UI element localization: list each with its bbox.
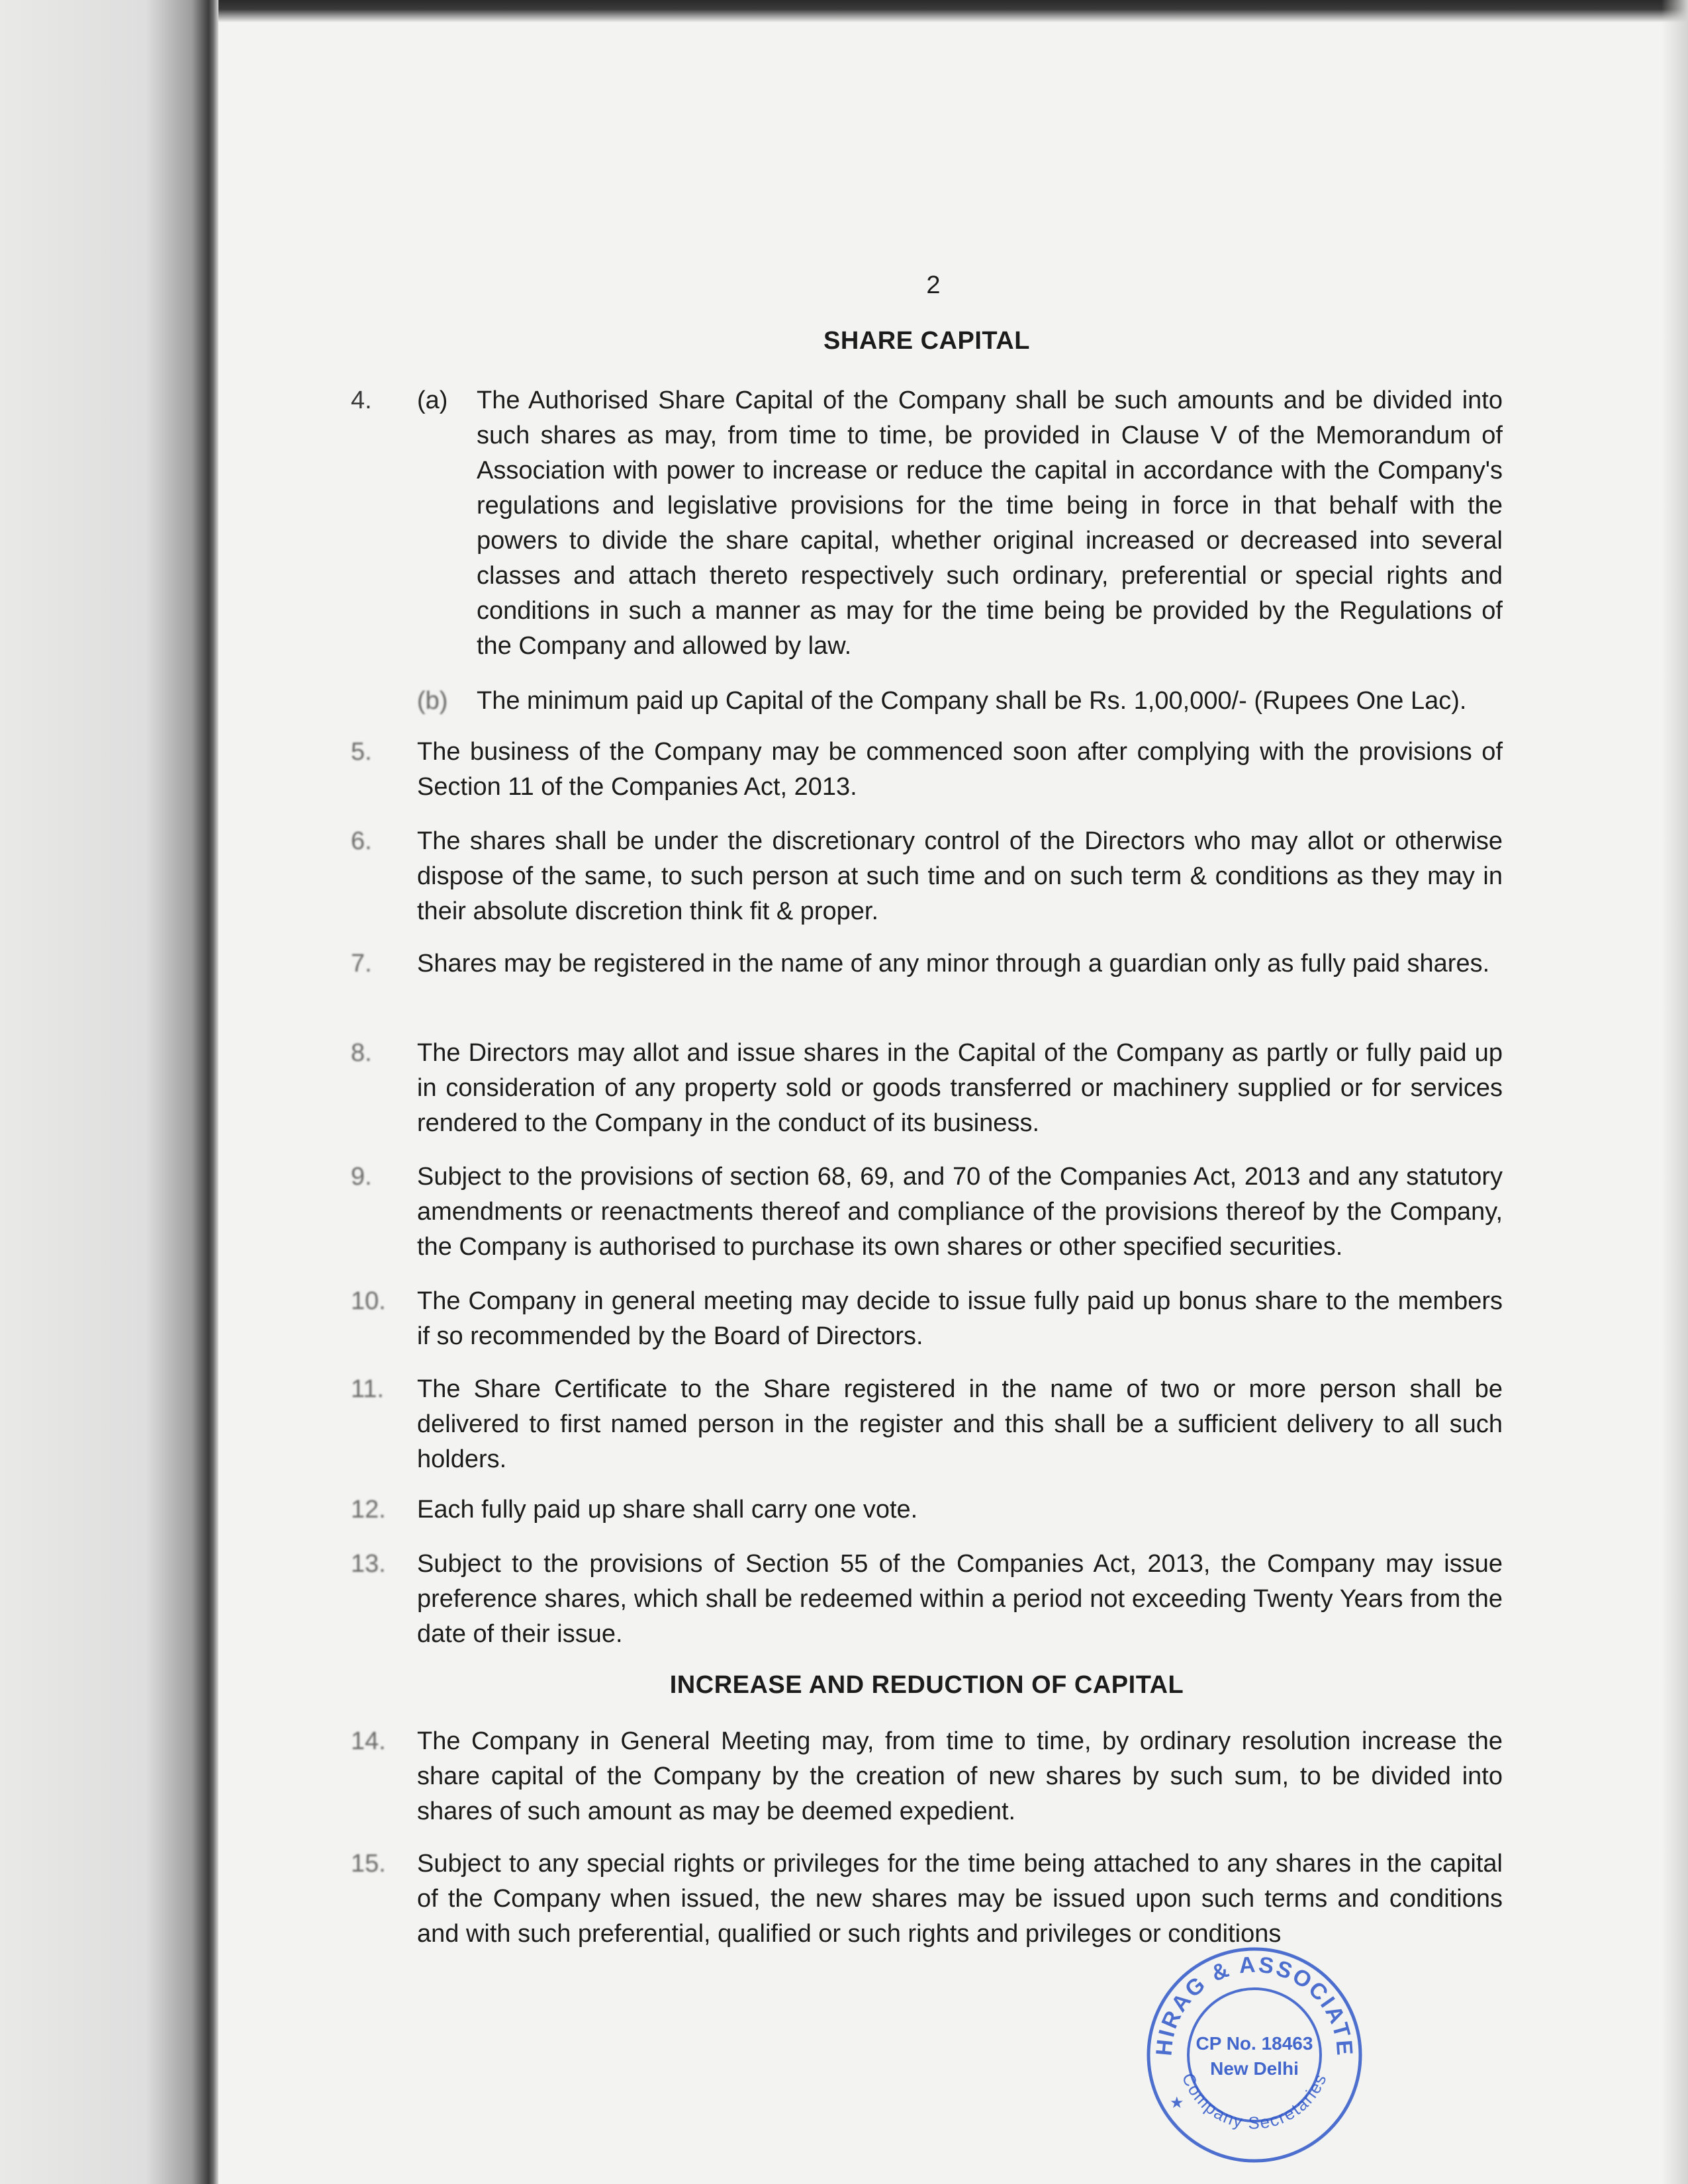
clause-text: Subject to the provisions of Section 55 of the Companies Act, 2013, the Company may issue preference shares, which shall be redeemed within a period not exceeding Twenty Years from the date of their issue.	[417, 1550, 1503, 1648]
clause-number: 11.	[351, 1375, 385, 1403]
sub-clause-label: (a)	[417, 387, 448, 414]
clause-number: 10.	[351, 1287, 386, 1315]
clause-text: Shares may be registered in the name of any minor through a guardian only as fully paid shares.	[417, 950, 1490, 978]
clause-text: The Authorised Share Capital of the Company shall be such amounts and be divided into such shares as may, from time to time, be provided in Clause V of the Memorandum of Association with power to increase or reduce the capital in accordance with the Company's regulations and legislative provisions for the time being in force in that behalf with the powers to divide the share capital, whether original increased or decreased into several classes and attach thereto respectively such ordinary, preferential or special rights and conditions in such a manner as may for the time being be provided by the Regulations of the Company and allowed by law.	[477, 387, 1503, 660]
clause-4	[351, 383, 1503, 664]
clause-13	[351, 1547, 1503, 1652]
section-heading-increase-reduction: INCREASE AND REDUCTION OF CAPITAL	[669, 1671, 1184, 1699]
clause-number: 7.	[351, 950, 372, 978]
clause-number: 9.	[351, 1163, 372, 1191]
clause-number: 4.	[351, 387, 372, 414]
clause-number: 5.	[351, 738, 372, 766]
clause-8	[351, 1036, 1503, 1141]
company-secretary-stamp	[1142, 1942, 1367, 2167]
clause-10	[351, 1284, 1503, 1354]
scan-right-edge	[1662, 0, 1688, 2184]
clause-text: The Company in general meeting may decide to issue fully paid up bonus share to the members if so recommended by the Board of Directors.	[417, 1287, 1503, 1350]
clause-text: The minimum paid up Capital of the Company shall be Rs. 1,00,000/- (Rupees One Lac).	[477, 687, 1467, 715]
scan-top-edge	[0, 0, 1688, 23]
section-heading-share-capital: SHARE CAPITAL	[823, 327, 1030, 355]
clause-number: 15.	[351, 1850, 386, 1878]
clause-text: Subject to the provisions of section 68, 69, and 70 of the Companies Act, 2013 and any statutory amendments or reenactments thereof and compliance of the provisions thereof by the Company, the Company is authorised to purchase its own shares or other specified securities.	[417, 1163, 1503, 1261]
stamp-cp-number: CP No. 18463	[1196, 2033, 1313, 2054]
clause-text: The business of the Company may be commenced soon after complying with the provisions of Section 11 of the Companies Act, 2013.	[417, 738, 1503, 801]
clause-text: Subject to any special rights or privileges for the time being attached to any shares in the capital of the Company when issued, the new shares may be issued upon such terms and conditions and with such preferential, qualified or such rights and privileges or conditions	[417, 1850, 1503, 1948]
clause-12	[351, 1492, 1503, 1527]
clause-text: The shares shall be under the discretionary control of the Directors who may allot or otherwise dispose of the same, to such person at such time and on such term & conditions as they may in their absolute discretion think fit & proper.	[417, 827, 1503, 925]
clause-text: Each fully paid up share shall carry one vote.	[417, 1496, 918, 1524]
clause-7	[351, 946, 1503, 981]
stamp-arc-top-text: HIRAG & ASSOCIATE	[1151, 1952, 1358, 2058]
clause-9	[351, 1160, 1503, 1265]
page-number: 2	[926, 271, 941, 299]
clause-number: 8.	[351, 1039, 372, 1067]
clause-number: 13.	[351, 1550, 386, 1578]
clause-text: The Company in General Meeting may, from time to time, by ordinary resolution increase the share capital of the Company by the creation of new shares by such sum, to be divided into shares of such amount as may be deemed expedient.	[417, 1727, 1503, 1825]
clause-text: The Directors may allot and issue shares in the Capital of the Company as partly or fully paid up in consideration of any property sold or goods transferred or machinery supplied or for services rendered to the Company in the conduct of its business.	[417, 1039, 1503, 1137]
stamp-city: New Delhi	[1210, 2058, 1299, 2079]
clause-number: 14.	[351, 1727, 386, 1755]
clause-5	[351, 735, 1503, 805]
clause-number: 12.	[351, 1496, 386, 1524]
clause-6	[351, 824, 1503, 929]
stamp-arc-bottom-text: Company Secretaries	[1178, 2070, 1331, 2133]
clause-14	[351, 1724, 1503, 1829]
stamp-seal	[1142, 1942, 1367, 2167]
clause-4b	[351, 684, 1503, 719]
stamp-star-icon: ★	[1170, 2093, 1184, 2112]
clause-text: The Share Certificate to the Share registered in the name of two or more person shall be delivered to first named person in the register and this shall be a sufficient delivery to all such holders.	[417, 1375, 1503, 1473]
book-binding-shadow	[0, 0, 218, 2184]
clause-11	[351, 1372, 1503, 1477]
clause-15	[351, 1846, 1503, 1952]
clause-number: 6.	[351, 827, 372, 855]
sub-clause-label: (b)	[417, 687, 448, 715]
